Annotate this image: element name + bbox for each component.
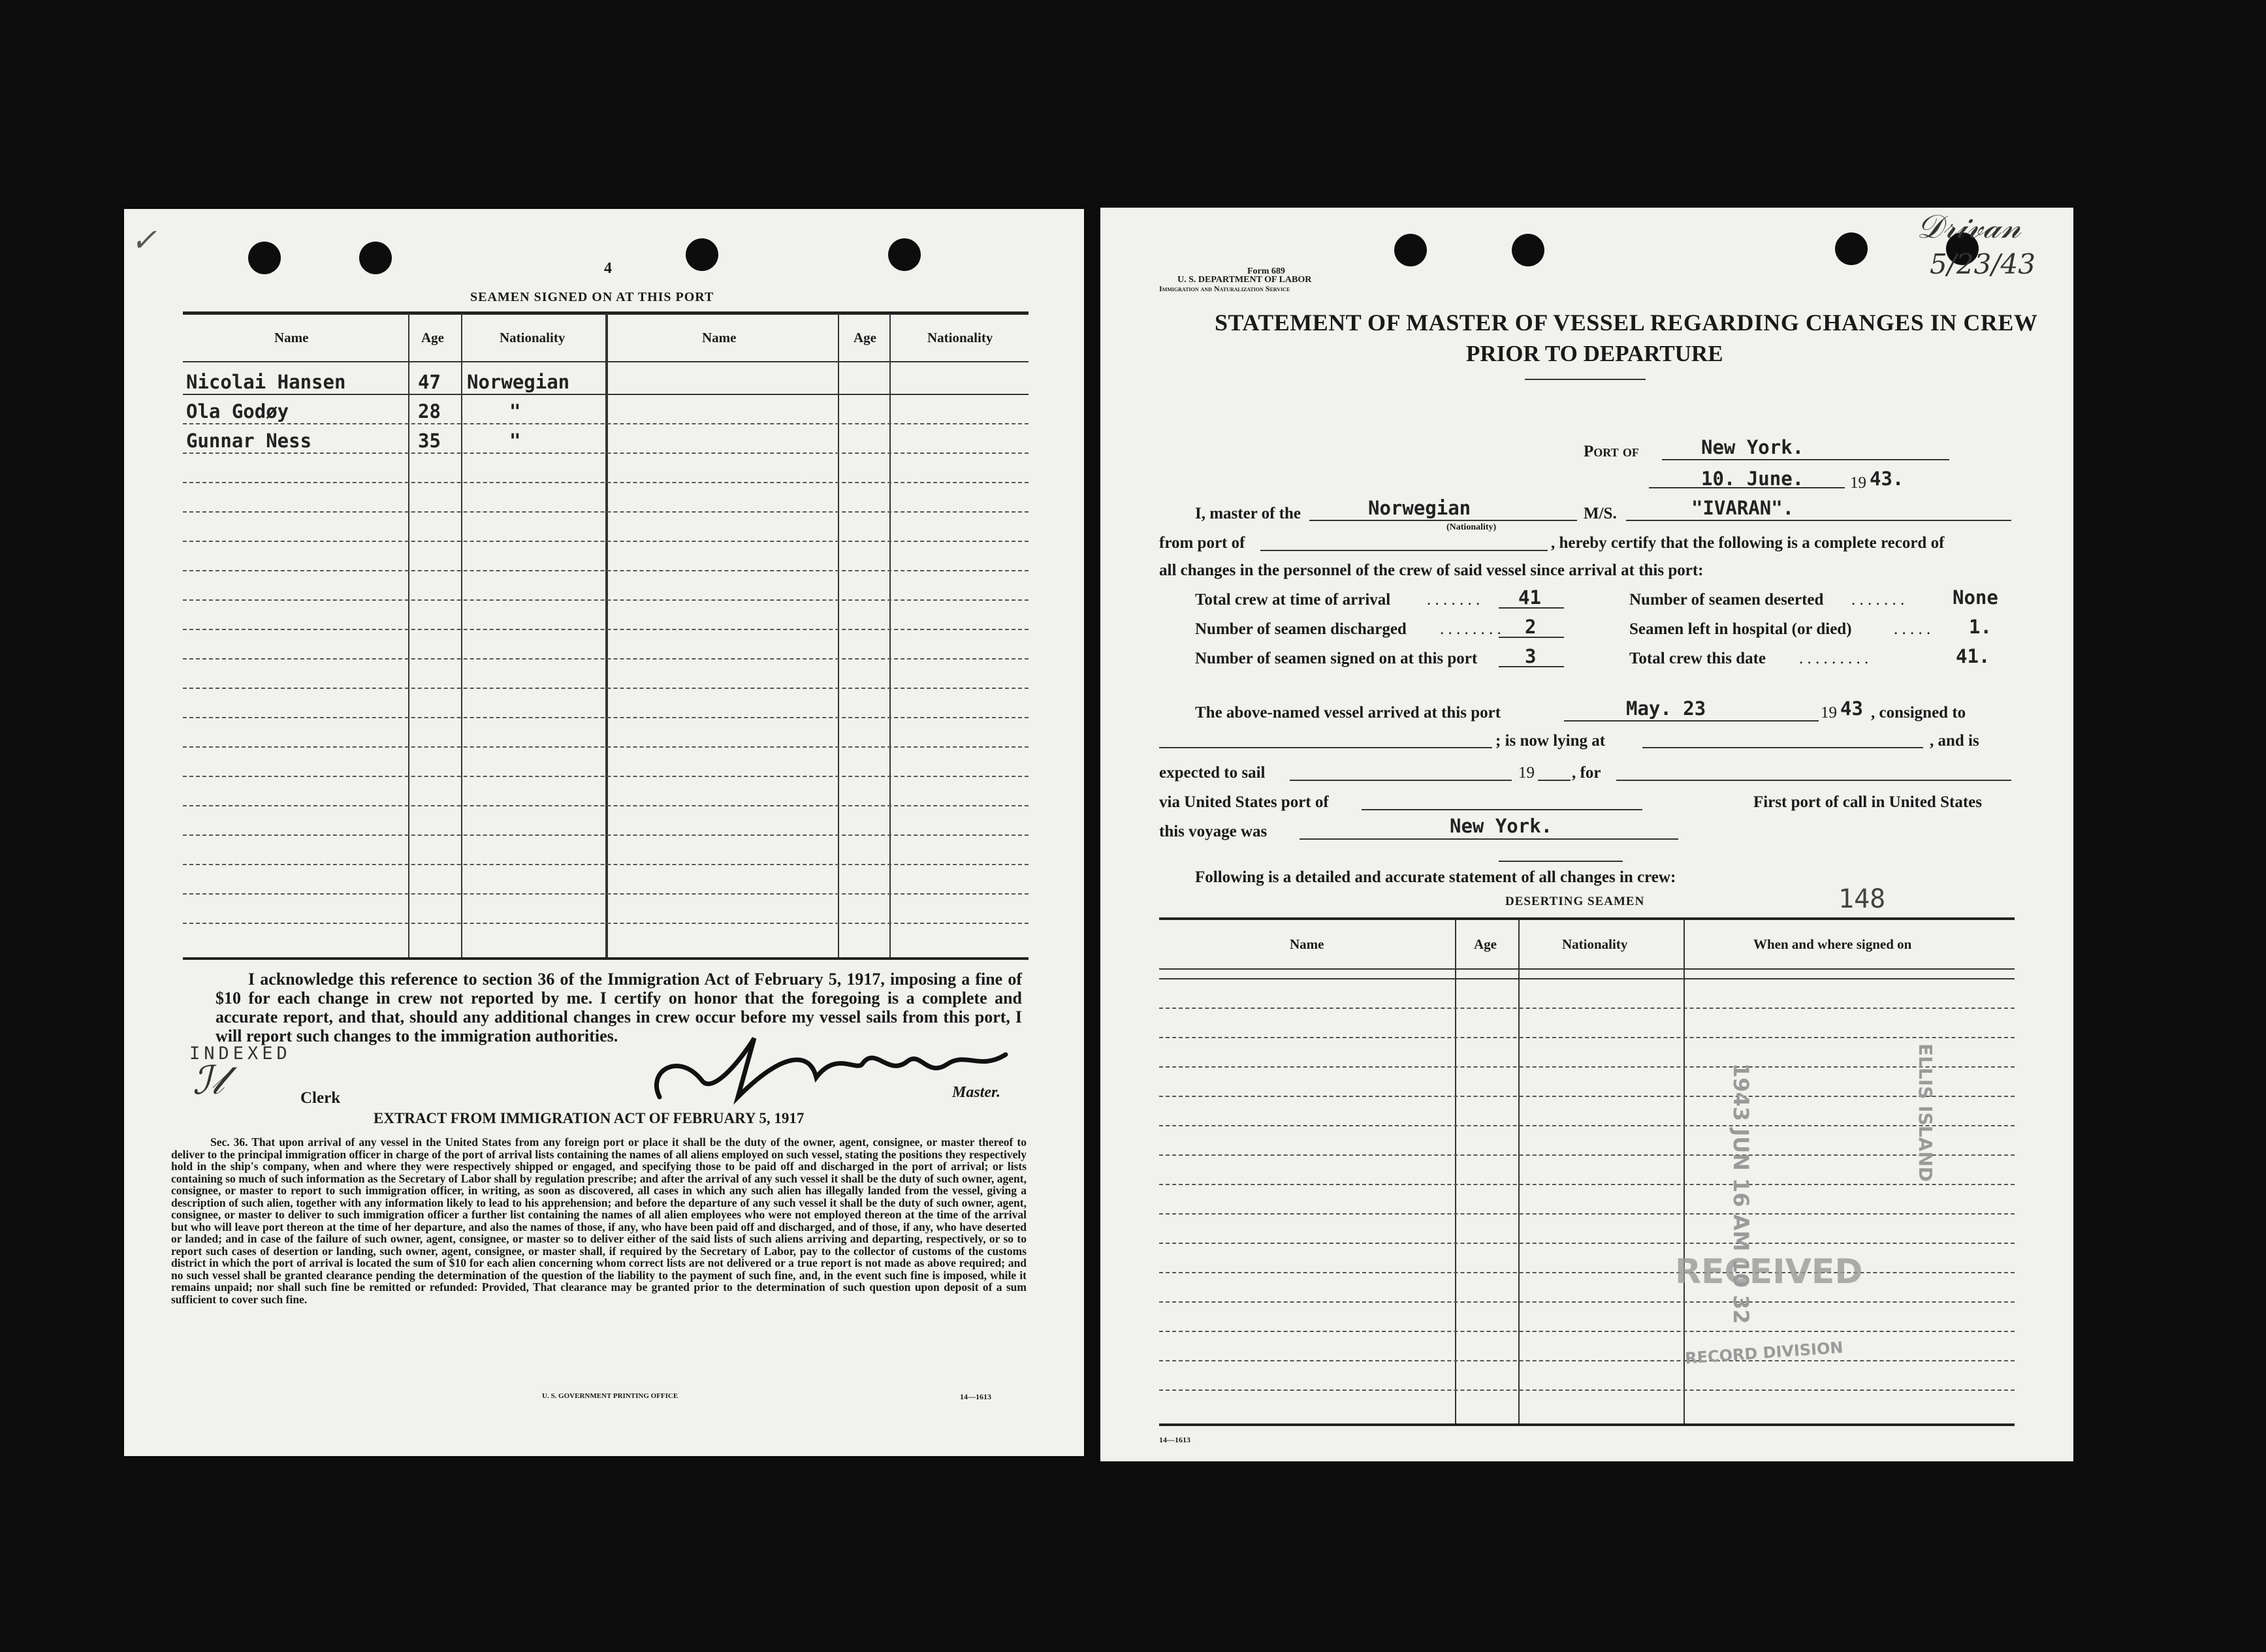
record-division-stamp: RECORD DIVISION	[1684, 1338, 1844, 1368]
discharged-label: Number of seamen discharged	[1195, 620, 1407, 638]
date-line	[1649, 487, 1845, 488]
voyage-line-2	[1499, 861, 1623, 862]
row-rule	[1159, 1331, 2015, 1332]
table-row-nationality: Norwegian	[467, 371, 570, 393]
received-stamp: RECEIVED	[1675, 1252, 1863, 1292]
form-number: Form 689	[1247, 266, 1285, 276]
row-rule	[183, 453, 1029, 454]
ellis-island-stamp: ELLIS ISLAND	[1915, 1043, 1936, 1182]
section-title: SEAMEN SIGNED ON AT THIS PORT	[470, 290, 714, 304]
right-page	[1100, 208, 2073, 1461]
vessel-prefix: M/S.	[1584, 505, 1617, 522]
vessel-line	[1626, 520, 2011, 521]
row-rule	[183, 893, 1029, 895]
vessel-name: "IVARAN".	[1691, 497, 1795, 519]
consigned-label: , consigned to	[1871, 704, 1966, 722]
from-port-line	[1260, 550, 1548, 551]
table-bottom-rule	[1159, 1423, 2015, 1426]
column-header-nationality: Nationality	[500, 330, 566, 345]
header-rule	[183, 361, 1029, 362]
leader-dots: . . . . . . .	[1851, 591, 1905, 609]
first-port-label: First port of call in United States	[1753, 793, 1982, 811]
total-crew-date-label: Total crew this date	[1629, 650, 1766, 667]
handwritten-note: 𝒟𝓇𝒾𝓋𝒶𝓃	[1917, 208, 2021, 246]
left-page	[124, 209, 1084, 1456]
column-rule	[605, 313, 608, 957]
clerk-initials: ℐ𝓁	[193, 1058, 225, 1104]
row-rule	[1159, 1360, 2015, 1361]
column-rule	[838, 313, 839, 957]
table-top-rule	[1159, 917, 2015, 920]
row-rule	[183, 511, 1029, 513]
nationality-caption: (Nationality)	[1446, 522, 1497, 532]
punch-hole	[686, 238, 718, 271]
section-36-text: Sec. 36. That upon arrival of any vessel in the United States from any foreign port or place it shall be the duty of the owner, agent, consignee, or master thereof to deliver to the principal immigration officer in charge of the port of arrival lists containing the names of all aliens employed on such vessel, stating the positions they respectively hold in the ship's company, when and where they were respectively shipped or engaged, and specifying those to be paid off and discharged in the port of arrival; or lists containing so much of such information as the Secretary of Labor shall by regulation prescribe; and after the arrival of any such vessel it shall be the duty of such owner, agent, consignee, or master to report to such immigration officer, in writing, as soon as discovered, all cases in which any such alien has illegally landed from the vessel, giving a description of such alien, together with any information likely to lead to his apprehension; and before the departure of any such vessel it shall be the duty of such owner, agent, consignee, or master to deliver to such immigration officer a further list containing the names of all alien employees who were not employed thereon at the time of the arrival but who will leave port thereon at the time of her departure, and also the names of those, if any, who have been paid off and discharged, and of those, if any, who have deserted or landed; and in case of the failure of such owner, agent, consignee, or master so to deliver either of the said lists of such aliens arriving and departing, respectively, or so to report such cases of desertion or landing, such owner, agent, consignee, or master shall, if required by the Secretary of Labor, pay to the collector of customs of the customs district in which the port of arrival is located the sum of $10 for each alien concerning whom correct lists are not delivered or a true report is not made as above required; and no such vessel shall be granted clearance pending the determination of the question of the liability to the payment of such fine, and, in the event such fine is imposed, while it remains unpaid; nor shall such fine be remitted or refunded: Provided, That clearance may be granted prior to the determination of such question upon deposit of a sum sufficient to cover such fine.	[171, 1136, 1027, 1306]
column-rule	[1684, 919, 1685, 1423]
stat-line	[1499, 637, 1564, 638]
table-row-age: 47	[418, 371, 441, 393]
year-value: 43.	[1870, 468, 1904, 490]
row-rule	[183, 805, 1029, 806]
row-rule	[1159, 1125, 2015, 1126]
page-subtitle: PRIOR TO DEPARTURE	[1466, 341, 1723, 366]
lying-label: ; is now lying at	[1495, 732, 1606, 750]
page-number: 4	[604, 260, 612, 277]
arrived-year: 43	[1840, 697, 1863, 720]
year-prefix: 19	[1850, 474, 1866, 492]
hospital-label: Seamen left in hospital (or died)	[1629, 620, 1852, 638]
master-of-label: I, master of the	[1195, 505, 1301, 522]
signed-on-value: 3	[1525, 645, 1537, 667]
deserting-title: DESERTING SEAMEN	[1505, 895, 1645, 908]
date-value: 10. June.	[1701, 468, 1804, 490]
port-line	[1662, 459, 1949, 460]
discharged-value: 2	[1525, 616, 1537, 638]
row-rule	[1159, 1096, 2015, 1097]
table-row-nationality: "	[509, 430, 521, 452]
expected-label: expected to sail	[1159, 764, 1266, 782]
total-crew-date-value: 41.	[1956, 645, 1990, 667]
via-label: via United States port of	[1159, 793, 1329, 811]
column-header-age: Age	[854, 330, 876, 345]
column-header-age: Age	[1474, 936, 1497, 952]
table-row-name: Gunnar Ness	[186, 430, 312, 452]
punch-hole	[1835, 232, 1868, 265]
signed-on-label: Number of seamen signed on at this port	[1195, 650, 1478, 667]
leader-dots: . . . . . . .	[1427, 591, 1480, 609]
department-name: U. S. DEPARTMENT OF LABOR	[1177, 275, 1312, 285]
row-rule	[183, 541, 1029, 542]
expected-line	[1290, 780, 1512, 781]
handwritten-date: 5/23/43	[1930, 248, 2035, 280]
leader-dots: . . . . .	[1894, 620, 1931, 638]
punch-hole	[1512, 234, 1544, 266]
row-rule	[1159, 1301, 2015, 1303]
expected-year-line	[1538, 780, 1571, 781]
nationality-line	[1309, 520, 1577, 521]
row-rule	[183, 746, 1029, 748]
row-rule	[183, 423, 1029, 424]
arrived-date: May. 23	[1626, 697, 1706, 720]
expected-year-prefix: 19	[1518, 764, 1535, 782]
extract-title: EXTRACT FROM IMMIGRATION ACT OF FEBRUARY 5, 1917	[374, 1110, 805, 1126]
master-label: Master.	[952, 1084, 1001, 1101]
voyage-label: this voyage was	[1159, 823, 1268, 840]
voyage-line	[1300, 838, 1678, 840]
punch-hole	[359, 242, 392, 274]
leader-dots: . . . . . . . .	[1440, 620, 1501, 638]
row-rule	[183, 717, 1029, 718]
row-rule	[1159, 1066, 2015, 1068]
row-rule	[183, 658, 1029, 659]
arrived-label: The above-named vessel arrived at this port	[1195, 704, 1501, 722]
punch-hole	[1394, 234, 1427, 266]
printing-office: U. S. GOVERNMENT PRINTING OFFICE	[542, 1392, 678, 1400]
for-line	[1616, 780, 2011, 781]
row-rule	[183, 688, 1029, 689]
certify-text-2: all changes in the personnel of the crew of said vessel since arrival at this port:	[1159, 562, 1704, 579]
stat-line	[1499, 607, 1564, 609]
row-rule	[183, 864, 1029, 865]
page-title: STATEMENT OF MASTER OF VESSEL REGARDING CHANGES IN CREW	[1215, 310, 2038, 336]
handwritten-mark: ✓	[131, 222, 157, 259]
form-code: 14—1613	[1159, 1435, 1190, 1444]
row-rule	[1159, 1243, 2015, 1244]
row-rule	[1159, 1213, 2015, 1215]
row-rule	[1159, 1037, 2015, 1038]
hospital-value: 1.	[1969, 616, 1992, 638]
row-rule	[183, 776, 1029, 777]
service-name: Immigration and Naturalization Service	[1159, 284, 1290, 293]
table-row-age: 28	[418, 400, 441, 422]
total-crew-arrival-label: Total crew at time of arrival	[1195, 591, 1391, 609]
from-port-label: from port of	[1159, 534, 1245, 552]
punch-hole	[248, 242, 281, 274]
column-rule	[1518, 919, 1520, 1423]
punch-hole	[888, 238, 921, 271]
via-line	[1362, 809, 1642, 810]
column-header-age: Age	[421, 330, 444, 345]
table-bottom-rule	[183, 957, 1029, 960]
lying-line	[1642, 747, 1923, 748]
column-rule	[461, 313, 462, 957]
row-rule	[183, 394, 1029, 395]
and-is-label: , and is	[1930, 732, 1979, 750]
table-row-name: Nicolai Hansen	[186, 371, 346, 393]
title-rule	[1525, 379, 1646, 380]
received-date-stamp: 1943 JUN 16 AM 10 32	[1729, 1063, 1753, 1324]
arrived-line	[1564, 720, 1819, 722]
certify-text: , hereby certify that the following is a complete record of	[1551, 534, 1945, 552]
total-crew-arrival: 41	[1518, 586, 1541, 609]
for-label: , for	[1572, 764, 1601, 782]
row-rule	[183, 482, 1029, 483]
row-rule	[1159, 1272, 2015, 1273]
column-header-name: Name	[702, 330, 737, 345]
column-header-nationality: Nationality	[927, 330, 993, 345]
column-header-nationality: Nationality	[1562, 936, 1628, 952]
deserted-value: None	[1953, 586, 1998, 609]
header-rule	[1159, 968, 2015, 970]
row-rule	[183, 570, 1029, 571]
deserted-label: Number of seamen deserted	[1629, 591, 1824, 609]
row-rule	[1159, 1184, 2015, 1185]
column-header-signed-on: When and where signed on	[1753, 936, 1912, 952]
following-label: Following is a detailed and accurate statement of all changes in crew:	[1195, 868, 1676, 886]
row-rule	[1159, 1390, 2015, 1391]
port-value: New York.	[1701, 436, 1804, 458]
row-rule	[1159, 1154, 2015, 1156]
leader-dots: . . . . . . . . .	[1799, 650, 1869, 667]
consignee-line	[1159, 747, 1492, 748]
acknowledgment-text: I acknowledge this reference to section 36 of the Immigration Act of February 5, 1917, imposing a fine of $10 for each change in crew not reported by me. I certify on honor that the foregoing is a complete and accurate report, and that, should any additional changes in crew occur before my vessel sails from this port, I will report such changes to the immigration authorities.	[215, 970, 1022, 1045]
table-row-name: Ola Godøy	[186, 400, 289, 422]
row-rule	[183, 629, 1029, 630]
form-code: 14—1613	[960, 1392, 991, 1401]
column-rule	[889, 313, 891, 957]
arrived-year-prefix: 19	[1821, 704, 1837, 722]
port-label: Port of	[1584, 443, 1639, 460]
row-rule	[1159, 978, 2015, 979]
voyage-value: New York.	[1450, 815, 1553, 837]
clerk-label: Clerk	[300, 1089, 341, 1107]
stat-line	[1499, 666, 1564, 667]
row-rule	[1159, 1008, 2015, 1009]
nationality-value: Norwegian	[1368, 497, 1471, 519]
stamp-number: 148	[1838, 884, 1886, 914]
column-rule	[1455, 919, 1456, 1423]
indexed-stamp: INDEXED	[189, 1043, 291, 1064]
column-header-name: Name	[274, 330, 309, 345]
row-rule	[183, 599, 1029, 601]
column-header-name: Name	[1290, 936, 1324, 952]
column-rule	[408, 313, 409, 957]
table-row-age: 35	[418, 430, 441, 452]
table-row-nationality: "	[509, 400, 521, 422]
row-rule	[183, 923, 1029, 924]
row-rule	[183, 834, 1029, 836]
